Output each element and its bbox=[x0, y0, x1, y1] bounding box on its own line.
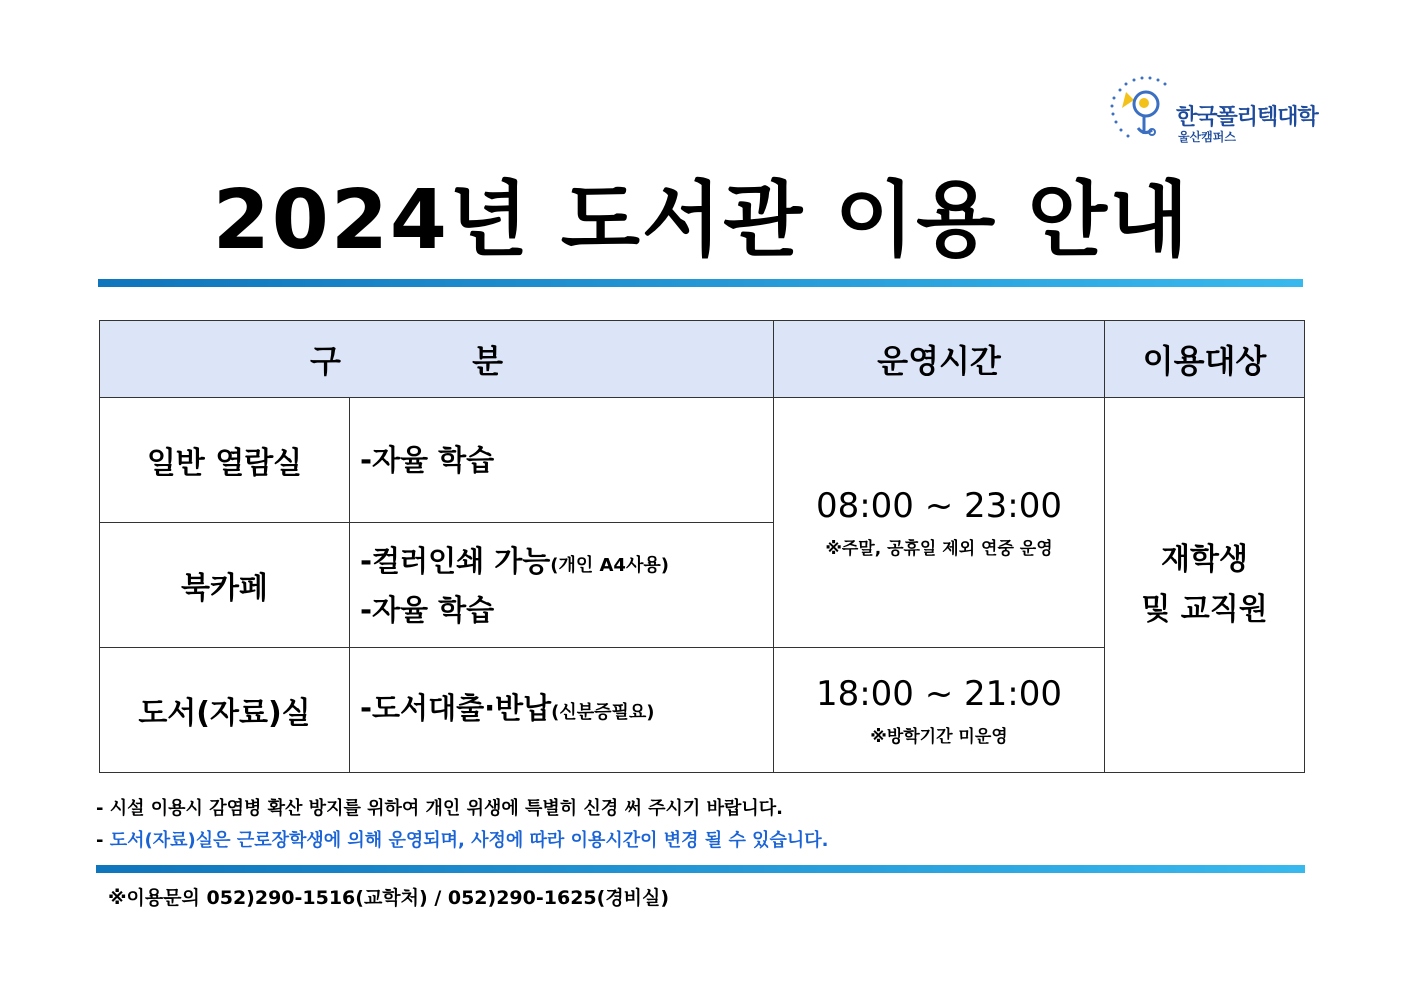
page-title: 2024년 도서관 이용 안내 bbox=[212, 173, 1191, 268]
notes-section bbox=[96, 793, 1306, 857]
note-hygiene: - 시설 이용시 감염병 확산 방지를 위하여 개인 위생에 특별히 신경 써 주시기 바랍니다. bbox=[96, 798, 783, 819]
hours-evening-time: 18:00 ~ 21:00 bbox=[815, 673, 1063, 714]
row-name-reading-room: 일반 열람실 bbox=[100, 398, 350, 523]
desc-note: (신분증필요) bbox=[551, 701, 655, 723]
desc-line: -자율 학습 bbox=[360, 592, 495, 627]
table-row bbox=[100, 398, 1305, 523]
header-category: 구 분 bbox=[100, 321, 774, 398]
row-desc-reading-room bbox=[350, 398, 774, 523]
contact-info: ※이용문의 052)290-1516(교학처) / 052)290-1625(경비실) bbox=[108, 887, 670, 909]
library-info-table bbox=[99, 320, 1305, 773]
hours-main-note: ※주말, 공휴일 제외 연중 운영 bbox=[825, 539, 1053, 559]
desc-note: (개인 A4사용) bbox=[550, 554, 669, 576]
hours-main-time: 08:00 ~ 23:00 bbox=[815, 486, 1063, 526]
logo-emblem-icon bbox=[1104, 70, 1176, 150]
hours-evening-note: ※방학기간 미운영 bbox=[870, 726, 1008, 747]
desc-line bbox=[360, 686, 773, 735]
desc-line bbox=[360, 539, 773, 588]
bottom-divider-bar bbox=[96, 865, 1305, 873]
note-hours-change-text: 도서(자료)실은 근로장학생에 의해 운영되며, 사정에 따라 이용시간이 변경 될 수 있습니다. bbox=[109, 830, 829, 851]
top-divider-bar bbox=[98, 279, 1303, 287]
header-target: 이용대상 bbox=[1105, 321, 1305, 398]
desc-text: -도서대출·반납 bbox=[360, 690, 552, 725]
row-desc-library-room bbox=[350, 648, 774, 773]
target-line-2: 및 교직원 bbox=[1141, 592, 1268, 627]
desc-text: -컬러인쇄 가능 bbox=[360, 543, 551, 578]
hours-cell-evening bbox=[774, 648, 1105, 773]
target-line-1: 재학생 bbox=[1161, 542, 1248, 577]
desc-line: -자율 학습 bbox=[360, 443, 495, 477]
note-dash: - bbox=[96, 830, 104, 851]
target-cell bbox=[1105, 398, 1305, 773]
college-logo bbox=[1104, 70, 1318, 150]
row-desc-book-cafe bbox=[350, 523, 774, 648]
row-name-library-room: 도서(자료)실 bbox=[100, 648, 350, 773]
hours-cell-main bbox=[774, 398, 1105, 648]
header-hours: 운영시간 bbox=[774, 321, 1105, 398]
logo-college-name: 한국폴리텍대학 bbox=[1176, 105, 1318, 130]
logo-campus-name: 울산캠퍼스 bbox=[1178, 130, 1236, 144]
table-header-row bbox=[100, 321, 1305, 398]
row-name-book-cafe: 북카페 bbox=[100, 523, 350, 648]
note-hours-change bbox=[96, 825, 1306, 857]
